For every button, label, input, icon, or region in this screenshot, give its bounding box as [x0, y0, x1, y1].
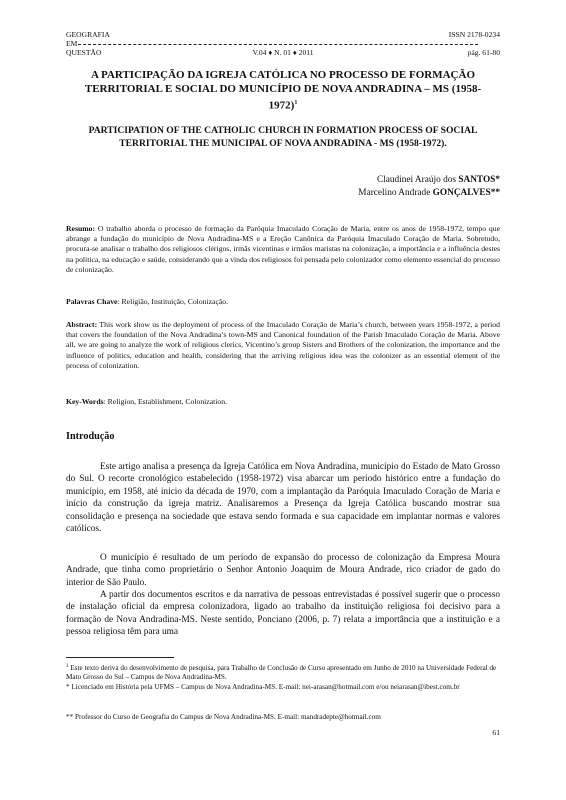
resumo: Resumo: O trabalho aborda o processo de formação da Paróquia Imaculado Coração de Maria, entre os anos de 1958-1972, tempo que abrange a fundação do município de Nova Andradina-MS e a Ereção Canônica da Paróquia Imaculado Coração de Maria. Sobretudo, procura-se analisar o trabalho dos religiosos clérigos, irmãs vicentinas e irmãos maristas na colonização, a importância e a influência destes na política, na educação e saúde, considerando que a vinda dos religiosos foi pensada pelo colonizador como elemento essencial do processo de colonização. [66, 224, 500, 274]
footnote-1: $^1$ Este texto deriva do desenvolvimento de pesquisa, para Trabalho de Conclusão de Curso apresentado em Junho de 2010 na Universidade Federal de Mato Grosso do Sul – Campus de Nova Andradina-MS. [66, 664, 497, 682]
author-list [358, 174, 500, 200]
title-portuguese: A PARTICIPAÇÃO DA IGREJA CATÓLICA NO PROCESSO DE FORMAÇÃO TERRITORIAL E SOCIAL DO MUNICÍPIO DE NOVA ANDRADINA – MS (1958-1972)$^1$ [84, 69, 482, 112]
page-range: pág. 61-80 [467, 48, 500, 57]
issn: ISSN 2178-0234 [448, 30, 500, 39]
footnote-rule [66, 657, 174, 658]
journal-name-line2: EM [66, 39, 500, 48]
title-english: PARTICIPATION OF THE CATHOLIC CHURCH IN FORMATION PROCESS OF SOCIAL TERRITORIAL THE MUNICIPAL OF NOVA ANDRADINA - MS (1958-1972). [88, 125, 478, 149]
body-paragraph: O município é resultado de um período de expansão do processo de colonização da Empresa Moura Andrade, que tinha como proprietário o Senhor Antonio Joaquim de Moura Andrade, rico criador de gado do interior de São Paulo. [66, 553, 500, 588]
palavras-chave: Palavras Chave: Religião, Instituição, Colonização. [66, 297, 229, 306]
author: Claudinei Araújo dos SANTOS* [376, 175, 500, 185]
body-paragraph: A partir dos documentos escritos e da narrativa de pessoas entrevistadas é possível sugerir que o processo de instalação oficial da empresa colonizadora, ligado ao trabalho da instituição religiosa foi decisivo para a formação de Nova Andradina-MS. Neste sentido, Ponciano (2006, p. 7) relata a importância que a instituição e a pessoa religiosa têm para uma [66, 590, 500, 638]
author: Marcelino Andrade GONÇALVES** [358, 188, 500, 198]
footnote-author-2: ** Professor do Curso de Geografia do Campus de Nova Andradina-MS. E-mail: mandradepte@hotmail.com [66, 713, 381, 721]
journal-name-line3: QUESTÃO [66, 48, 102, 57]
abstract: Abstract: This work show us the deployment of process of the Imaculado Coração de Maria’s church, between years 1958-1972, a period that covers the foundation of the Nova Andradina’s town-MS and Canonical foundation of the Parish Imaculado Coração de Maria. Above all, we are going to analyze the work of religious clerics, Vicentino’s group Sisters and Brothers of the colonization, the importance and the influence of politics, education and health, considering that the arriving religious idea was the colonizer as an essential element of the process of colonization. [66, 320, 500, 370]
dashed-divider [78, 39, 478, 45]
volume-info: V.04 ♦ N. 01 ♦ 2011 [252, 48, 314, 57]
journal-name-line1: GEOGRAFIA [66, 30, 110, 39]
section-heading-introducao: Introdução [66, 431, 115, 442]
page-number: 61 [492, 728, 500, 737]
keywords: Key-Words: Religion, Establishment, Colonization. [66, 397, 228, 406]
title-footnote-marker: 1 [294, 100, 298, 106]
body-paragraph: Este artigo analisa a presença da Igreja Católica em Nova Andradina, município do Estado de Mato Grosso do Sul. O recorte cronológico estabelecido (1958-1972) visa abarcar um período histórico entre a fundação do município, em 1958, até inicio da década de 1970, com a implantação da Paróquia Imaculado Coração de Maria e início da construção da igreja matriz. Analisaremos a Presença da Igreja Católica buscando mostrar sua consolidação e presença na sociedade que estava sendo formada e sua capacidade em implantar normas e valores católicos. [66, 462, 500, 535]
footnote-author-1: * Licenciado em História pela UFMS – Campus de Nova Andradina-MS. E-mail: nei-arasan@hotmail.com e/ou neiarasan@ibest.com.br [66, 683, 460, 691]
